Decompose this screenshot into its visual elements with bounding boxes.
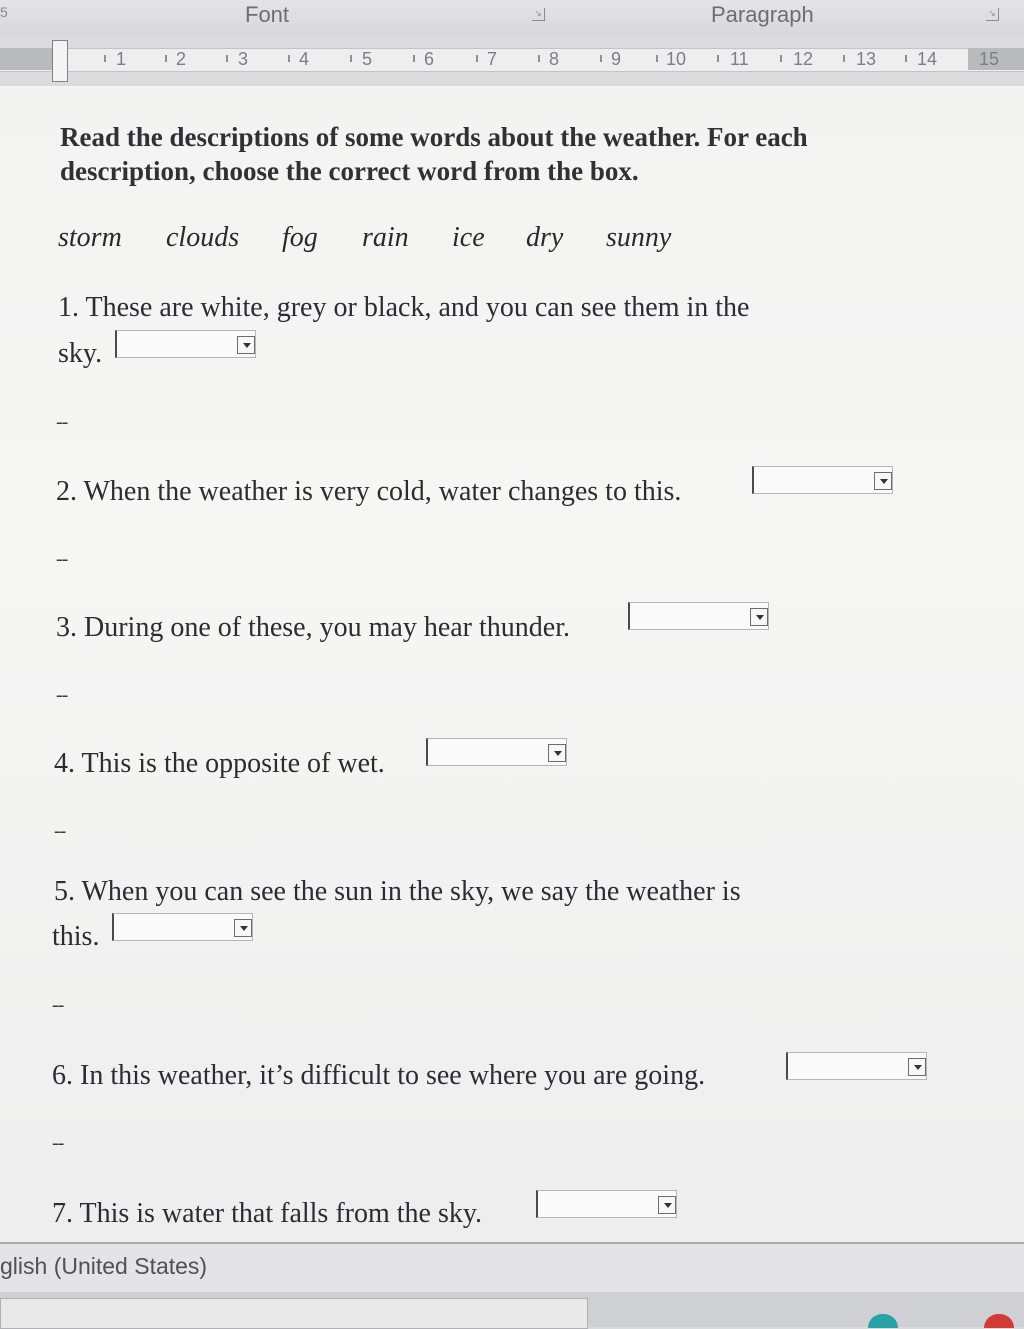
horizontal-ruler[interactable]	[0, 38, 1024, 84]
separator: --	[56, 411, 68, 433]
ruler-number: 6	[424, 49, 435, 69]
chevron-down-icon[interactable]	[548, 744, 566, 762]
ruler-number: 13	[856, 49, 877, 69]
ruler-tick	[717, 55, 719, 62]
word-bank	[58, 222, 758, 262]
word-bank-item: sunny	[606, 222, 672, 253]
ruler-tick	[413, 55, 415, 62]
ribbon-left-edge-label: 5	[0, 4, 8, 20]
word-bank-item: dry	[526, 222, 564, 253]
chevron-down-icon[interactable]	[658, 1196, 676, 1214]
question-6-answer-dropdown[interactable]	[786, 1052, 927, 1080]
question-1-text: 1. These are white, grey or black, and you can see them in the	[58, 292, 750, 323]
ruler-number: 11	[730, 49, 749, 69]
instructions-heading: Read the descriptions of some words about the weather. For each description, choose the correct word from the box.	[60, 122, 808, 186]
question-1-text-continued: sky.	[58, 338, 103, 369]
question-2-text: 2. When the weather is very cold, water changes to this.	[56, 476, 682, 507]
separator: --	[56, 548, 68, 570]
ruler-number: 2	[176, 49, 187, 69]
question-7-answer-dropdown[interactable]	[536, 1190, 677, 1218]
question-1-answer-dropdown[interactable]	[115, 330, 256, 358]
word-bank-item: storm	[58, 222, 122, 253]
question-6-text: 6. In this weather, it’s difficult to see where you are going.	[52, 1060, 706, 1091]
document-page[interactable]	[0, 86, 1024, 1242]
separator: --	[52, 1132, 64, 1154]
ruler-tick	[476, 55, 478, 62]
word-bank-item: ice	[452, 222, 485, 253]
ruler-number: 8	[549, 49, 560, 69]
question-7-text: 7. This is water that falls from the sky.	[52, 1198, 483, 1229]
question-5-text-continued: this.	[52, 921, 100, 952]
ruler-tick	[843, 55, 845, 62]
language-indicator[interactable]: glish (United States)	[0, 1253, 208, 1279]
font-group-label: Font	[245, 2, 290, 27]
question-2-answer-dropdown[interactable]	[752, 466, 893, 494]
app-icon[interactable]	[868, 1314, 898, 1328]
chevron-down-icon[interactable]	[750, 608, 768, 626]
left-indent-marker-icon[interactable]	[52, 40, 68, 82]
ruler-left-margin	[0, 48, 60, 70]
question-4-text: 4. This is the opposite of wet.	[54, 748, 385, 779]
separator: --	[52, 994, 64, 1016]
ruler-number: 15	[979, 49, 1000, 69]
ruler-number: 10	[666, 49, 687, 69]
ruler-tick	[600, 55, 602, 62]
paragraph-dialog-launcher-icon[interactable]: ↘	[986, 8, 999, 21]
chevron-down-icon[interactable]	[874, 472, 892, 490]
ruler-tick	[226, 55, 228, 62]
word-bank-item: fog	[282, 222, 318, 253]
ruler-tick	[656, 55, 658, 62]
ruler-tick	[165, 55, 167, 62]
word-bank-item: clouds	[166, 222, 240, 253]
taskbar-search-field[interactable]	[0, 1298, 588, 1329]
separator: --	[54, 820, 66, 842]
ruler-tick	[538, 55, 540, 62]
taskbar	[0, 1292, 1024, 1327]
question-3-answer-dropdown[interactable]	[628, 602, 769, 630]
ruler-number: 9	[611, 49, 622, 69]
ruler-number: 7	[487, 49, 498, 69]
ruler-number: 14	[917, 49, 938, 69]
ruler-number: 4	[299, 49, 310, 69]
ruler-tick	[350, 55, 352, 62]
chevron-down-icon[interactable]	[908, 1058, 926, 1076]
ruler-tick	[104, 55, 106, 62]
word-bank-item: rain	[362, 222, 409, 253]
ruler-tick	[905, 55, 907, 62]
chevron-down-icon[interactable]	[237, 336, 255, 354]
ribbon-group-labels	[0, 0, 1024, 36]
ruler-number: 5	[362, 49, 373, 69]
separator: --	[56, 684, 68, 706]
ruler-tick	[780, 55, 782, 62]
app-icon[interactable]	[984, 1314, 1014, 1328]
ruler-number: 3	[238, 49, 249, 69]
ruler-tick	[288, 55, 290, 62]
question-4-answer-dropdown[interactable]	[426, 738, 567, 766]
chevron-down-icon[interactable]	[234, 919, 252, 937]
paragraph-group-label: Paragraph	[711, 2, 814, 27]
question-5-answer-dropdown[interactable]	[112, 913, 253, 941]
font-dialog-launcher-icon[interactable]: ↘	[532, 8, 545, 21]
question-3-text: 3. During one of these, you may hear thunder.	[56, 612, 570, 643]
ruler-number: 1	[116, 49, 127, 69]
question-5-text: 5. When you can see the sun in the sky, we say the weather is	[54, 876, 741, 907]
status-bar	[0, 1242, 1024, 1294]
ruler-number: 12	[793, 49, 814, 69]
